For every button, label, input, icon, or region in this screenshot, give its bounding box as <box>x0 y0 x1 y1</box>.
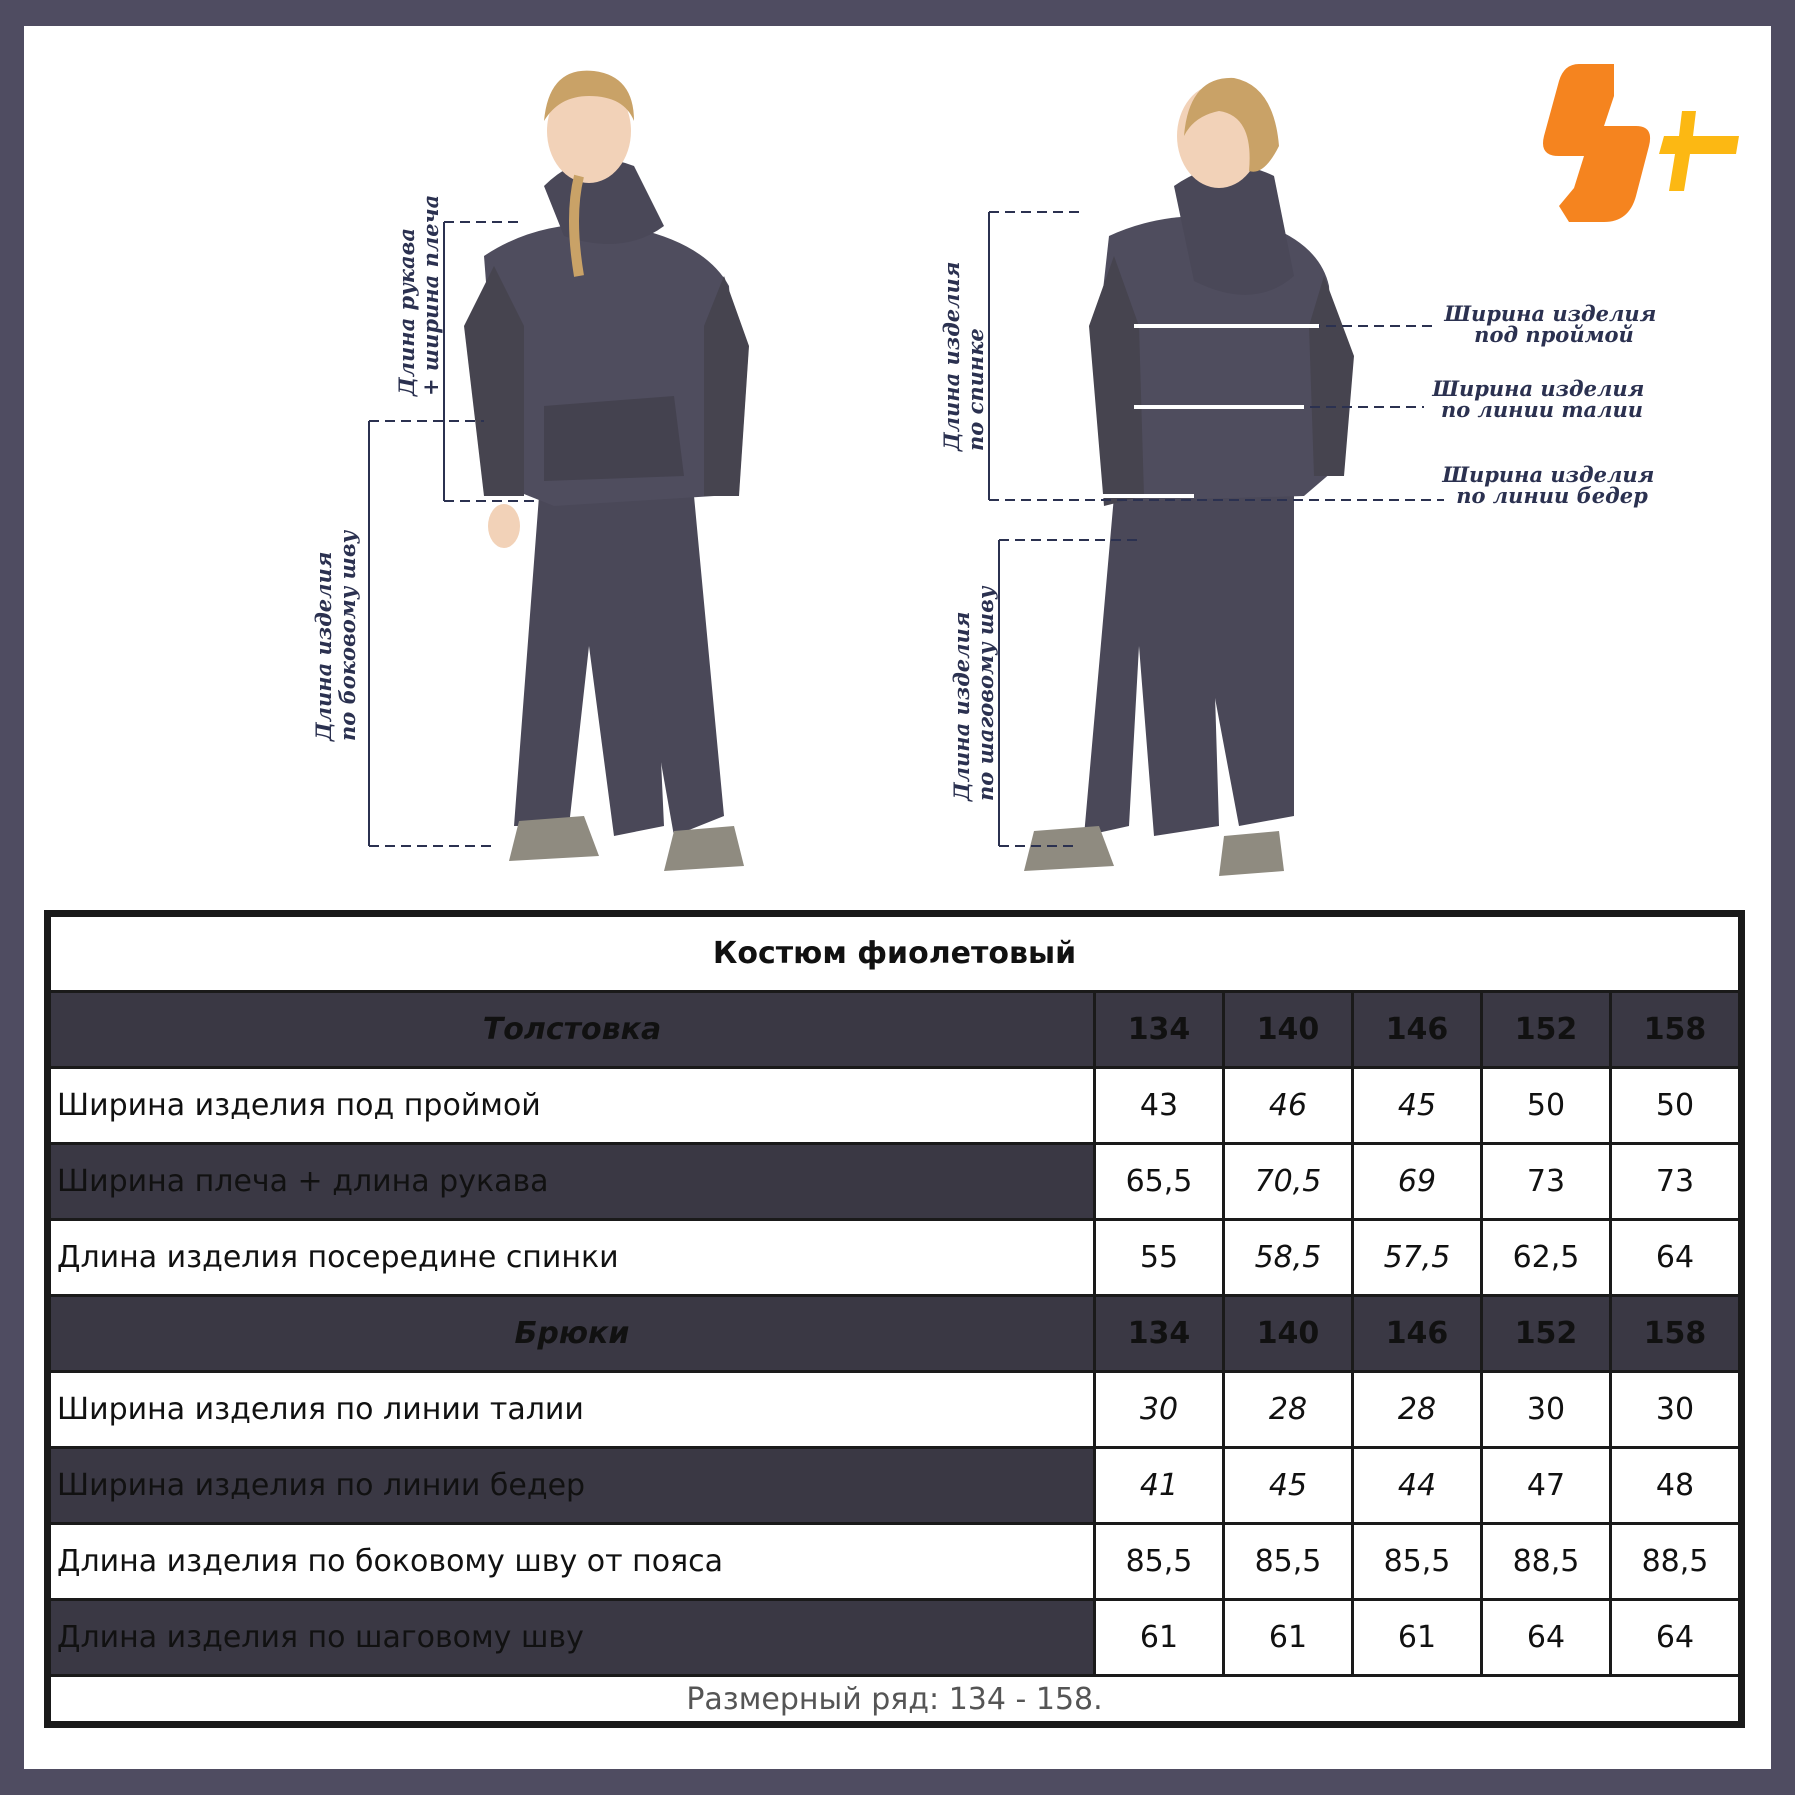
measurement-value: 58,5 <box>1224 1220 1353 1296</box>
measurement-value: 61 <box>1353 1600 1482 1676</box>
measurement-value: 65,5 <box>1095 1144 1224 1220</box>
measurement-value: 41 <box>1095 1448 1224 1524</box>
table-row <box>50 1524 1740 1600</box>
size-range-footer: Размерный ряд: 134 - 158. <box>50 1676 1740 1723</box>
size-header: 152 <box>1482 1296 1611 1372</box>
size-header: 146 <box>1353 992 1482 1068</box>
measurement-value: 57,5 <box>1353 1220 1482 1296</box>
measurement-value: 85,5 <box>1353 1524 1482 1600</box>
measurement-value: 28 <box>1353 1372 1482 1448</box>
measurement-value: 73 <box>1482 1144 1611 1220</box>
measurement-value: 61 <box>1095 1600 1224 1676</box>
measurement-value: 73 <box>1611 1144 1740 1220</box>
label-side-seam: Длина изделия по боковому шву <box>311 530 360 741</box>
section-name: Толстовка <box>50 992 1095 1068</box>
measurement-label: Длина изделия посередине спинки <box>50 1220 1095 1296</box>
table-title: Костюм фиолетовый <box>50 916 1740 992</box>
measurement-value: 30 <box>1095 1372 1224 1448</box>
size-table <box>44 910 1745 1728</box>
measurement-value: 44 <box>1353 1448 1482 1524</box>
measurement-value: 30 <box>1611 1372 1740 1448</box>
measurement-value: 62,5 <box>1482 1220 1611 1296</box>
size-header: 140 <box>1224 992 1353 1068</box>
measurement-value: 45 <box>1353 1068 1482 1144</box>
size-header: 158 <box>1611 992 1740 1068</box>
front-figure <box>464 71 749 871</box>
size-header: 158 <box>1611 1296 1740 1372</box>
measurement-value: 30 <box>1482 1372 1611 1448</box>
measurement-value: 88,5 <box>1611 1524 1740 1600</box>
section-name: Брюки <box>50 1296 1095 1372</box>
measurement-label: Ширина плеча + длина рукава <box>50 1144 1095 1220</box>
measurement-label: Длина изделия по шаговому шву <box>50 1600 1095 1676</box>
table-row <box>50 1372 1740 1448</box>
measurement-value: 61 <box>1224 1600 1353 1676</box>
measurement-illustration <box>24 26 1771 906</box>
measurement-value: 69 <box>1353 1144 1482 1220</box>
measurement-label: Ширина изделия по линии бедер <box>50 1448 1095 1524</box>
label-inseam: Длина изделия по шаговому шву <box>949 586 998 801</box>
measurement-label: Ширина изделия по линии талии <box>50 1372 1095 1448</box>
measurement-value: 48 <box>1611 1448 1740 1524</box>
measurement-value: 43 <box>1095 1068 1224 1144</box>
measurement-value: 55 <box>1095 1220 1224 1296</box>
measurement-label: Ширина изделия под проймой <box>50 1068 1095 1144</box>
measurement-value: 85,5 <box>1224 1524 1353 1600</box>
label-width-hips: Ширина изделия по линии бедер <box>1442 462 1655 508</box>
measurement-value: 64 <box>1611 1600 1740 1676</box>
measurement-value: 47 <box>1482 1448 1611 1524</box>
size-header: 134 <box>1095 1296 1224 1372</box>
section-header-row <box>50 992 1740 1068</box>
size-header: 134 <box>1095 992 1224 1068</box>
measurement-value: 88,5 <box>1482 1524 1611 1600</box>
size-header: 152 <box>1482 992 1611 1068</box>
size-chart-card <box>24 26 1771 1769</box>
label-width-waist: Ширина изделия по линии талии <box>1432 376 1645 422</box>
label-back-length: Длина изделия по спинке <box>939 261 988 451</box>
measurement-value: 64 <box>1482 1600 1611 1676</box>
label-sleeve-length: Длина рукава + ширина плеча <box>394 194 443 396</box>
measurement-value: 64 <box>1611 1220 1740 1296</box>
label-width-armhole: Ширина изделия под проймой <box>1444 301 1657 347</box>
measurement-value: 85,5 <box>1095 1524 1224 1600</box>
table-row <box>50 1068 1740 1144</box>
table-row <box>50 1220 1740 1296</box>
measurement-value: 70,5 <box>1224 1144 1353 1220</box>
table-row <box>50 1448 1740 1524</box>
size-header: 146 <box>1353 1296 1482 1372</box>
table-row <box>50 1144 1740 1220</box>
back-figure <box>1024 78 1354 876</box>
section-header-row <box>50 1296 1740 1372</box>
s-plus-logo <box>1543 64 1739 222</box>
measurement-value: 45 <box>1224 1448 1353 1524</box>
table-row <box>50 1600 1740 1676</box>
measurement-value: 46 <box>1224 1068 1353 1144</box>
measurement-value: 50 <box>1611 1068 1740 1144</box>
measurement-value: 28 <box>1224 1372 1353 1448</box>
measurement-label: Длина изделия по боковому шву от пояса <box>50 1524 1095 1600</box>
size-header: 140 <box>1224 1296 1353 1372</box>
measurement-value: 50 <box>1482 1068 1611 1144</box>
